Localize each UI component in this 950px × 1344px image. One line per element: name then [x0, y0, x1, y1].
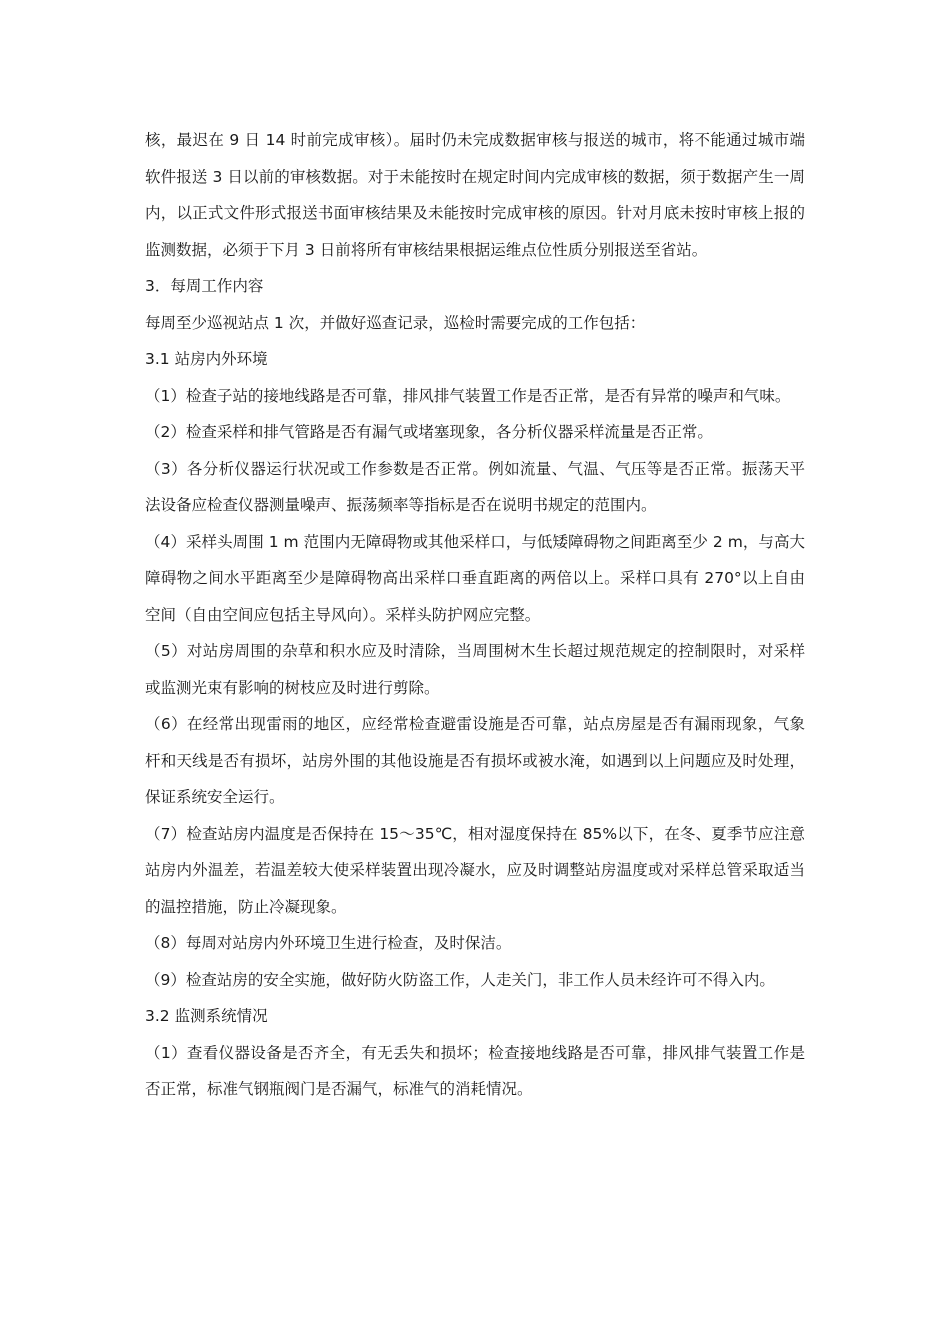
list-item-7-temperature: （7）检查站房内温度是否保持在 15～35℃，相对湿度保持在 85%以下，在冬、夏季节应注意站房内外温差，若温差较大使采样装置出现冷凝水，应及时调整站房温度或对采样总管采取适当的温控措施，防止冷凝现象。 — [145, 824, 805, 916]
list-item-4-sampling-head: （4）采样头周围 1 m 范围内无障碍物或其他采样口，与低矮障碍物之间距离至少 2 m，与高大障碍物之间水平距离至少是障碍物高出采样口垂直距离的两倍以上。采样口具有 270°以上自由空间（自由空间应包括主导风向）。采样头防护网应完整。 — [145, 532, 805, 624]
list-item-2-pipelines: （2）检查采样和排气管路是否有漏气或堵塞现象，各分析仪器采样流量是否正常。 — [145, 423, 713, 441]
list-item-1-equipment-check: （1）查看仪器设备是否齐全，有无丢失和损坏；检查接地线路是否可靠，排风排气装置工作是否正常，标准气钢瓶阀门是否漏气，标准气的消耗情况。 — [145, 1043, 805, 1098]
list-item-8-hygiene: （8）每周对站房内外环境卫生进行检查，及时保洁。 — [145, 934, 512, 952]
list-item-3-analyzers: （3）各分析仪器运行状况或工作参数是否正常。例如流量、气温、气压等是否正常。振荡天平法设备应检查仪器测量噪声、振荡频率等指标是否在说明书规定的范围内。 — [145, 459, 805, 514]
list-item-6-lightning: （6）在经常出现雷雨的地区，应经常检查避雷设施是否可靠，站点房屋是否有漏雨现象，气象杆和天线是否有损坏，站房外围的其他设施是否有损坏或被水淹，如遇到以上问题应及时处理，保证系统安全运行。 — [145, 715, 805, 806]
section-heading-weekly-work: 3．每周工作内容 — [145, 277, 264, 295]
paragraph-audit-deadline: 核，最迟在 9 日 14 时前完成审核）。届时仍未完成数据审核与报送的城市，将不能通过城市端软件报送 3 日以前的审核数据。对于未能按时在规定时间内完成审核的数据，须于数据产生一周内，以正式文件形式报送书面审核结果及未能按时完成审核的原因。针对月底未按时审核上报的监测数据，必须于下月 3 日前将所有审核结果根据运维点位性质分别报送至省站。 — [145, 131, 805, 259]
document-body — [145, 122, 805, 1108]
paragraph-weekly-inspection: 每周至少巡视站点 1 次，并做好巡查记录，巡检时需要完成的工作包括： — [145, 313, 646, 332]
list-item-5-vegetation: （5）对站房周围的杂草和积水应及时清除，当周围树木生长超过规范规定的控制限时，对采样或监测光束有影响的树枝应及时进行剪除。 — [145, 642, 805, 697]
subsection-heading-monitoring-system: 3.2 监测系统情况 — [145, 1007, 268, 1025]
list-item-1-grounding: （1）检查子站的接地线路是否可靠，排风排气装置工作是否正常，是否有异常的噪声和气味。 — [145, 386, 791, 405]
subsection-heading-station-environment: 3.1 站房内外环境 — [145, 350, 268, 368]
list-item-9-security: （9）检查站房的安全实施，做好防火防盗工作，人走关门，非工作人员未经许可不得入内。 — [145, 970, 775, 989]
